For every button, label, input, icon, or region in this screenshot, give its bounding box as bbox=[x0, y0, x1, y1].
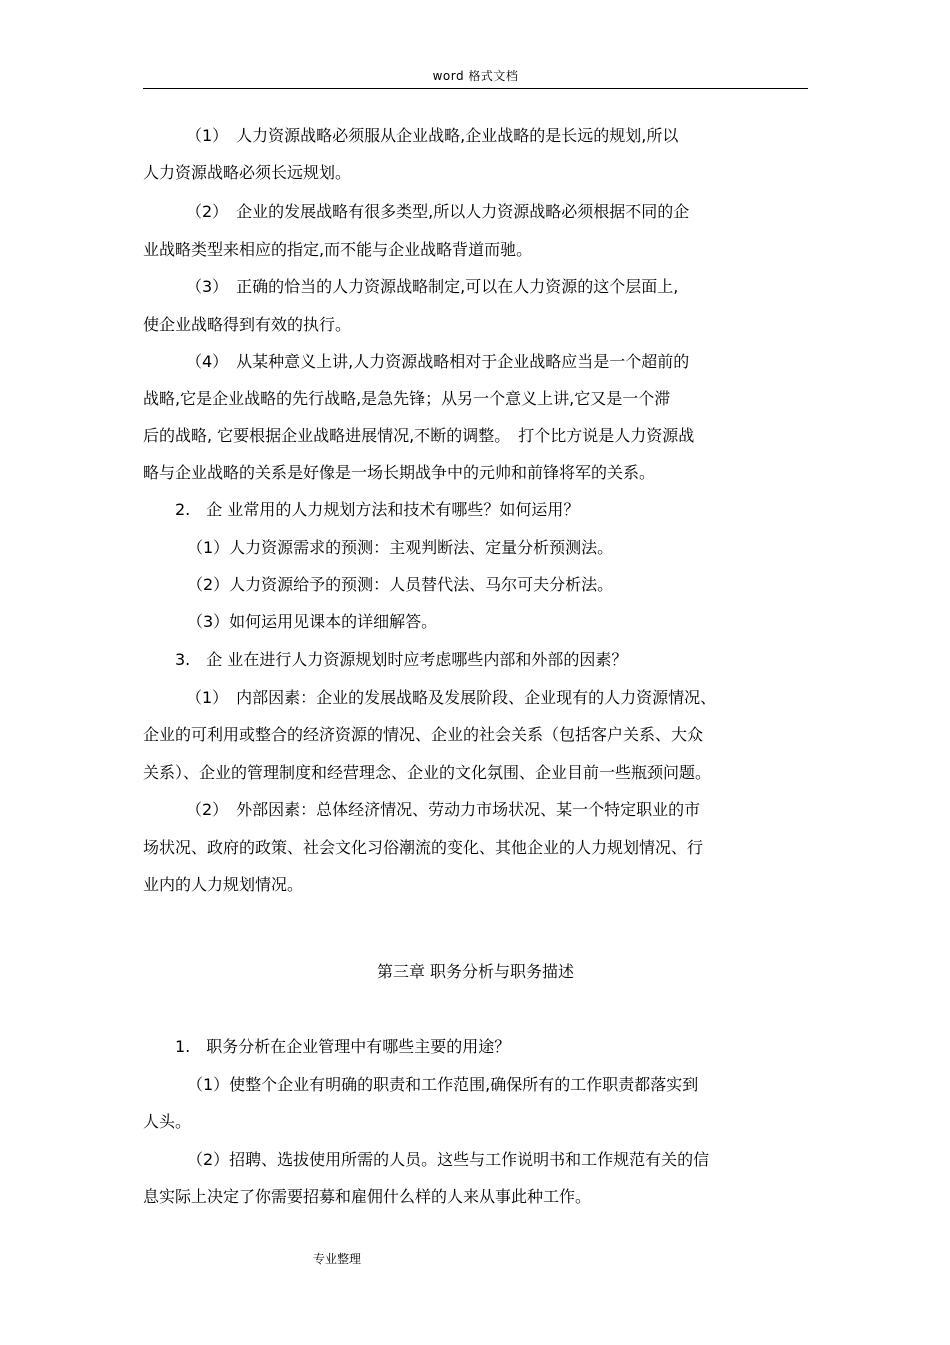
text-line: （3）如何运用见课本的详细解答。 bbox=[187, 612, 438, 631]
text-line: 业战略类型来相应的指定,而不能与企业战略背道而驰。 bbox=[143, 240, 533, 259]
text-line: （1） 内部因素：企业的发展战略及发展阶段、企业现有的人力资源情况、 bbox=[186, 688, 717, 707]
question-heading: 3. 企 业在进行人力资源规划时应考虑哪些内部和外部的因素？ bbox=[175, 650, 628, 669]
text-line: （2）人力资源给予的预测：人员替代法、马尔可夫分析法。 bbox=[187, 575, 614, 594]
page-footer: 专业整理 bbox=[313, 1252, 362, 1266]
text-line: （2） 外部因素：总体经济情况、劳动力市场状况、某一个特定职业的市 bbox=[186, 800, 701, 819]
text-line: 后的战略, 它要根据企业战略进展情况,不断的调整。 打个比方说是人力资源战 bbox=[143, 426, 695, 445]
text-line: （4） 从某种意义上讲,人力资源战略相对于企业战略应当是一个超前的 bbox=[186, 352, 690, 371]
text-line: （2） 企业的发展战略有很多类型,所以人力资源战略必须根据不同的企 bbox=[186, 202, 690, 221]
header-divider bbox=[143, 88, 808, 89]
text-line: 场状况、政府的政策、社会文化习俗潮流的变化、其他企业的人力规划情况、行 bbox=[143, 838, 704, 857]
text-line: 企业的可利用或整合的经济资源的情况、企业的社会关系（包括客户关系、大众 bbox=[143, 725, 704, 744]
text-line: 人头。 bbox=[143, 1112, 192, 1131]
text-line: 息实际上决定了你需要招募和雇佣什么样的人来从事此种工作。 bbox=[143, 1187, 592, 1206]
text-line: 人力资源战略必须长远规划。 bbox=[143, 163, 352, 182]
text-line: （1）使整个企业有明确的职责和工作范围,确保所有的工作职责都落实到 bbox=[187, 1075, 699, 1094]
text-line: （1）人力资源需求的预测：主观判断法、定量分析预测法。 bbox=[187, 538, 614, 557]
text-line: （2）招聘、选拔使用所需的人员。这些与工作说明书和工作规范有关的信 bbox=[187, 1150, 710, 1169]
question-heading: 1. 职务分析在企业管理中有哪些主要的用途？ bbox=[175, 1037, 511, 1056]
page-header: word 格式文档 bbox=[432, 69, 519, 83]
text-line: 略与企业战略的关系是好像是一场长期战争中的元帅和前锋将军的关系。 bbox=[143, 463, 656, 482]
chapter-title: 第三章 职务分析与职务描述 bbox=[376, 962, 575, 981]
text-line: 战略,它是企业战略的先行战略,是急先锋；从另一个意义上讲,它又是一个滞 bbox=[143, 389, 671, 408]
text-line: （1） 人力资源战略必须服从企业战略,企业战略的是长远的规划,所以 bbox=[186, 126, 679, 145]
text-line: 关系）、企业的管理制度和经营理念、企业的文化氛围、企业目前一些瓶颈问题。 bbox=[143, 763, 712, 782]
text-line: 业内的人力规划情况。 bbox=[143, 875, 304, 894]
text-line: （3） 正确的恰当的人力资源战略制定,可以在人力资源的这个层面上, bbox=[186, 277, 679, 296]
question-heading: 2. 企 业常用的人力规划方法和技术有哪些？如何运用？ bbox=[175, 500, 580, 519]
text-line: 使企业战略得到有效的执行。 bbox=[143, 315, 352, 334]
